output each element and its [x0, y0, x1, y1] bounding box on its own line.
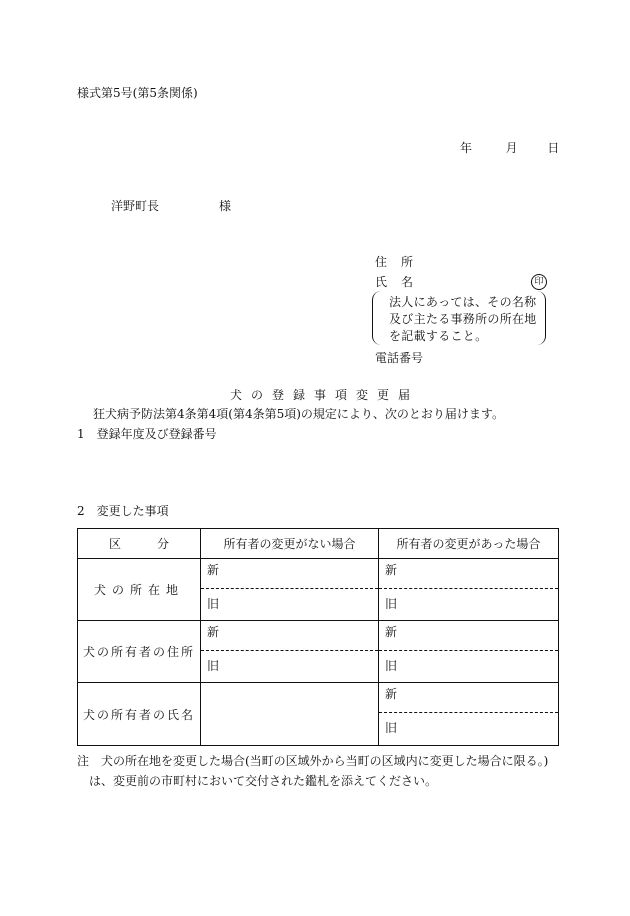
date-line	[460, 141, 559, 155]
header-owner-changed: 所有者の変更があった場合	[379, 529, 559, 559]
intro-text: 狂犬病予防法第4条第4項(第4条第5項)の規定により、次のとおり届けます。	[93, 407, 504, 421]
cell-new: 新	[201, 621, 378, 651]
date-day: 日	[547, 141, 560, 155]
cell-new: 新	[379, 621, 558, 651]
table-row	[78, 683, 559, 746]
cell-new: 新	[379, 559, 558, 589]
cell-location-no-change[interactable]	[201, 559, 379, 621]
cell-owner-address-changed[interactable]	[379, 621, 559, 683]
document-title: 犬の登録事項変更届	[230, 388, 420, 402]
row-label-owner-name: 犬の所有者の氏名	[78, 683, 201, 746]
corporate-note-line-3: を記載すること。	[389, 329, 488, 343]
corporate-note-line-1: 法人にあっては、その名称	[389, 295, 537, 309]
cell-owner-name-changed[interactable]	[379, 683, 559, 746]
phone-label: 電話番号	[375, 351, 424, 365]
address-label: 住 所	[375, 255, 415, 269]
section-2-heading: 2 変更した事項	[77, 504, 169, 518]
cell-new: 新	[379, 683, 558, 713]
section-1-heading: 1 登録年度及び登録番号	[77, 427, 217, 441]
cell-new: 新	[201, 559, 378, 589]
addressee-honorific: 様	[219, 199, 232, 213]
cell-location-changed[interactable]	[379, 559, 559, 621]
cell-owner-name-no-change[interactable]	[201, 683, 379, 746]
cell-old: 旧	[385, 597, 398, 611]
seal-mark: 印	[531, 274, 547, 290]
date-month: 月	[505, 141, 518, 155]
table-row	[78, 621, 559, 683]
date-year: 年	[460, 141, 473, 155]
cell-owner-address-no-change[interactable]	[201, 621, 379, 683]
header-no-owner-change: 所有者の変更がない場合	[201, 529, 379, 559]
name-label: 氏 名	[375, 275, 415, 289]
addressee-name: 洋野町長	[111, 199, 160, 213]
form-number: 様式第5号(第5条関係)	[77, 86, 198, 100]
row-label-location: 犬の所在地	[78, 559, 201, 621]
cell-old: 旧	[207, 597, 220, 611]
row-label-owner-address: 犬の所有者の住所	[78, 621, 201, 683]
cell-old: 旧	[385, 721, 398, 735]
note-line-1: 注 犬の所在地を変更した場合(当町の区域外から当町の区域内に変更した場合に限る。)	[77, 754, 549, 768]
header-category: 区 分	[78, 529, 201, 559]
cell-old: 旧	[207, 659, 220, 673]
cell-old: 旧	[385, 659, 398, 673]
table-row	[78, 559, 559, 621]
table-header-row	[78, 529, 559, 559]
note-line-2: は、変更前の市町村において交付された鑑札を添えてください。	[77, 774, 438, 788]
corporate-note-line-2: 及び主たる事務所の所在地	[389, 312, 537, 326]
changes-table	[77, 528, 559, 746]
